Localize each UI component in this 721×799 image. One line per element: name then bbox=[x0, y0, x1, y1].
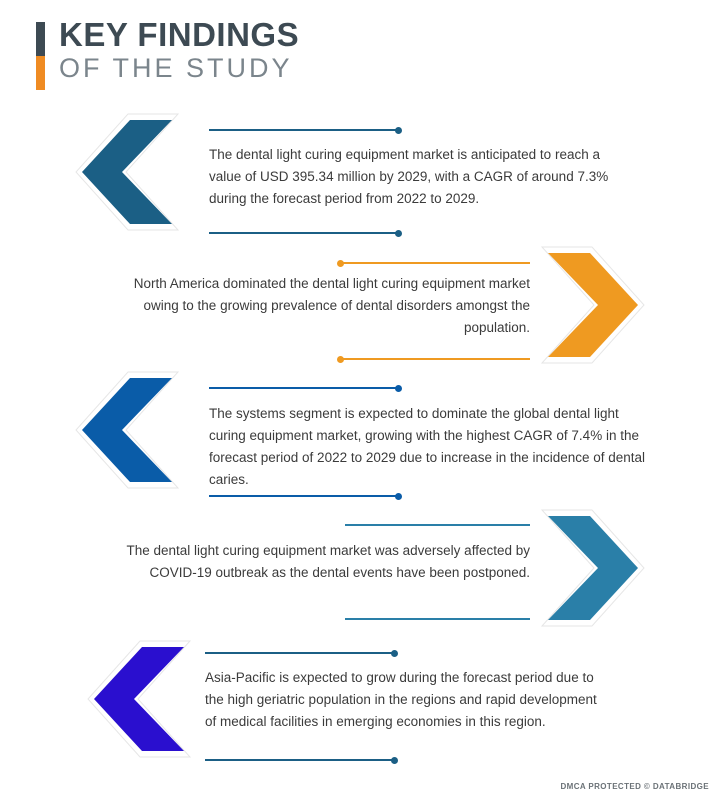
connector-dot-3a bbox=[395, 385, 402, 392]
title-main: KEY FINDINGS bbox=[59, 16, 300, 53]
title-sub: OF THE STUDY bbox=[59, 53, 293, 83]
finding-row-4 bbox=[0, 508, 721, 628]
connector-bottom-3 bbox=[209, 495, 399, 497]
finding-row-3 bbox=[0, 370, 721, 500]
page-header bbox=[36, 18, 299, 90]
footer-credit: DMCA PROTECTED © DATABRIDGE bbox=[560, 782, 709, 791]
finding-row-2 bbox=[0, 245, 721, 370]
connector-dot-5b bbox=[391, 757, 398, 764]
connector-top-4 bbox=[345, 524, 530, 526]
finding-text-4: The dental light curing equipment market was adversely affected by COVID-19 outbreak as the dental events have been postponed. bbox=[126, 543, 530, 580]
connector-dot-1b bbox=[395, 230, 402, 237]
chevron-left-3 bbox=[68, 370, 180, 488]
page-title bbox=[59, 18, 299, 82]
connector-top-2 bbox=[340, 262, 530, 264]
finding-text-5: Asia-Pacific is expected to grow during the forecast period due to the high geriatric population in the regions and rapid development of medical facilities in emerging economies in this region. bbox=[205, 670, 597, 729]
finding-row-1 bbox=[0, 112, 721, 237]
chevron-left-5 bbox=[80, 639, 192, 757]
connector-bottom-4 bbox=[345, 618, 530, 620]
header-bar-orange bbox=[36, 56, 45, 90]
finding-row-5 bbox=[0, 635, 721, 765]
chevron-left-1 bbox=[68, 112, 180, 230]
finding-text-1: The dental light curing equipment market is anticipated to reach a value of USD 395.34 million by 2029, with a CAGR of around 7.3% during the forecast period from 2022 to 2029. bbox=[209, 147, 609, 206]
connector-dot-2a bbox=[337, 260, 344, 267]
connector-bottom-1 bbox=[209, 232, 399, 234]
finding-text-3: The systems segment is expected to dominate the global dental light curing equipment market, growing with the highest CAGR of 7.4% in the forecast period of 2022 to 2029 due to increase in the incidence of dental caries. bbox=[209, 406, 646, 487]
connector-dot-1a bbox=[395, 127, 402, 134]
connector-dot-2b bbox=[337, 356, 344, 363]
header-bar-dark bbox=[36, 22, 45, 56]
connector-dot-5a bbox=[391, 650, 398, 657]
connector-bottom-2 bbox=[340, 358, 530, 360]
connector-dot-3b bbox=[395, 493, 402, 500]
connector-top-1 bbox=[209, 129, 399, 131]
chevron-right-4 bbox=[540, 508, 652, 626]
chevron-right-2 bbox=[540, 245, 652, 363]
connector-bottom-5 bbox=[205, 759, 395, 761]
connector-top-3 bbox=[209, 387, 399, 389]
header-accent-bars bbox=[36, 18, 45, 90]
finding-text-2: North America dominated the dental light curing equipment market owing to the growing prevalence of dental disorders amongst the population. bbox=[133, 276, 530, 335]
connector-top-5 bbox=[205, 652, 395, 654]
